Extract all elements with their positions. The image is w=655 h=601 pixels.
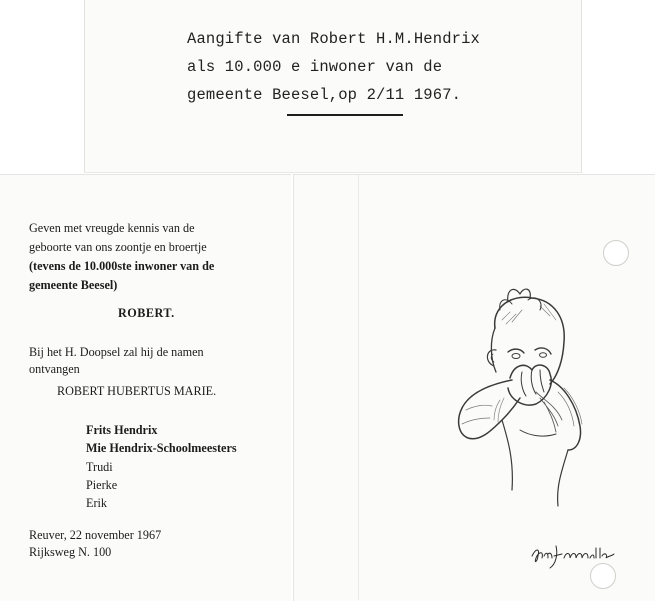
intro-line-1: Geven met vreugde kennis van de <box>29 221 195 235</box>
bold-line-1: (tevens de 10.000ste inwoner van de <box>29 259 215 273</box>
fold-line <box>358 175 359 600</box>
baby-name: ROBERT. <box>118 306 175 320</box>
typed-line-3: gemeente Beesel,op 2/11 1967. <box>187 86 462 104</box>
place-date: Reuver, 22 november 1967 <box>29 528 162 542</box>
typed-line-2: als 10.000 e inwoner van de <box>187 58 443 76</box>
address: Rijksweg N. 100 <box>29 545 112 559</box>
sibling-3: Erik <box>86 496 107 510</box>
baptism-line-2: ontvangen <box>29 362 80 376</box>
full-name: ROBERT HUBERTUS MARIE. <box>57 384 217 398</box>
bold-line-2: gemeente Beesel) <box>29 278 118 292</box>
baptism-line-1: Bij het H. Doopsel zal hij de namen <box>29 345 204 359</box>
parent-mother: Mie Hendrix-Schoolmeesters <box>86 441 237 455</box>
underline-rule <box>287 114 403 116</box>
intro-line-2: geboorte van ons zoontje en broertje <box>29 240 207 254</box>
sibling-2: Pierke <box>86 478 118 492</box>
baby-sketch-illustration <box>440 280 610 520</box>
parent-father: Frits Hendrix <box>86 423 158 437</box>
punch-hole-top <box>603 240 629 266</box>
artist-signature <box>528 542 616 572</box>
sibling-1: Trudi <box>86 460 113 474</box>
typed-line-1: Aangifte van Robert H.M.Hendrix <box>187 30 480 48</box>
